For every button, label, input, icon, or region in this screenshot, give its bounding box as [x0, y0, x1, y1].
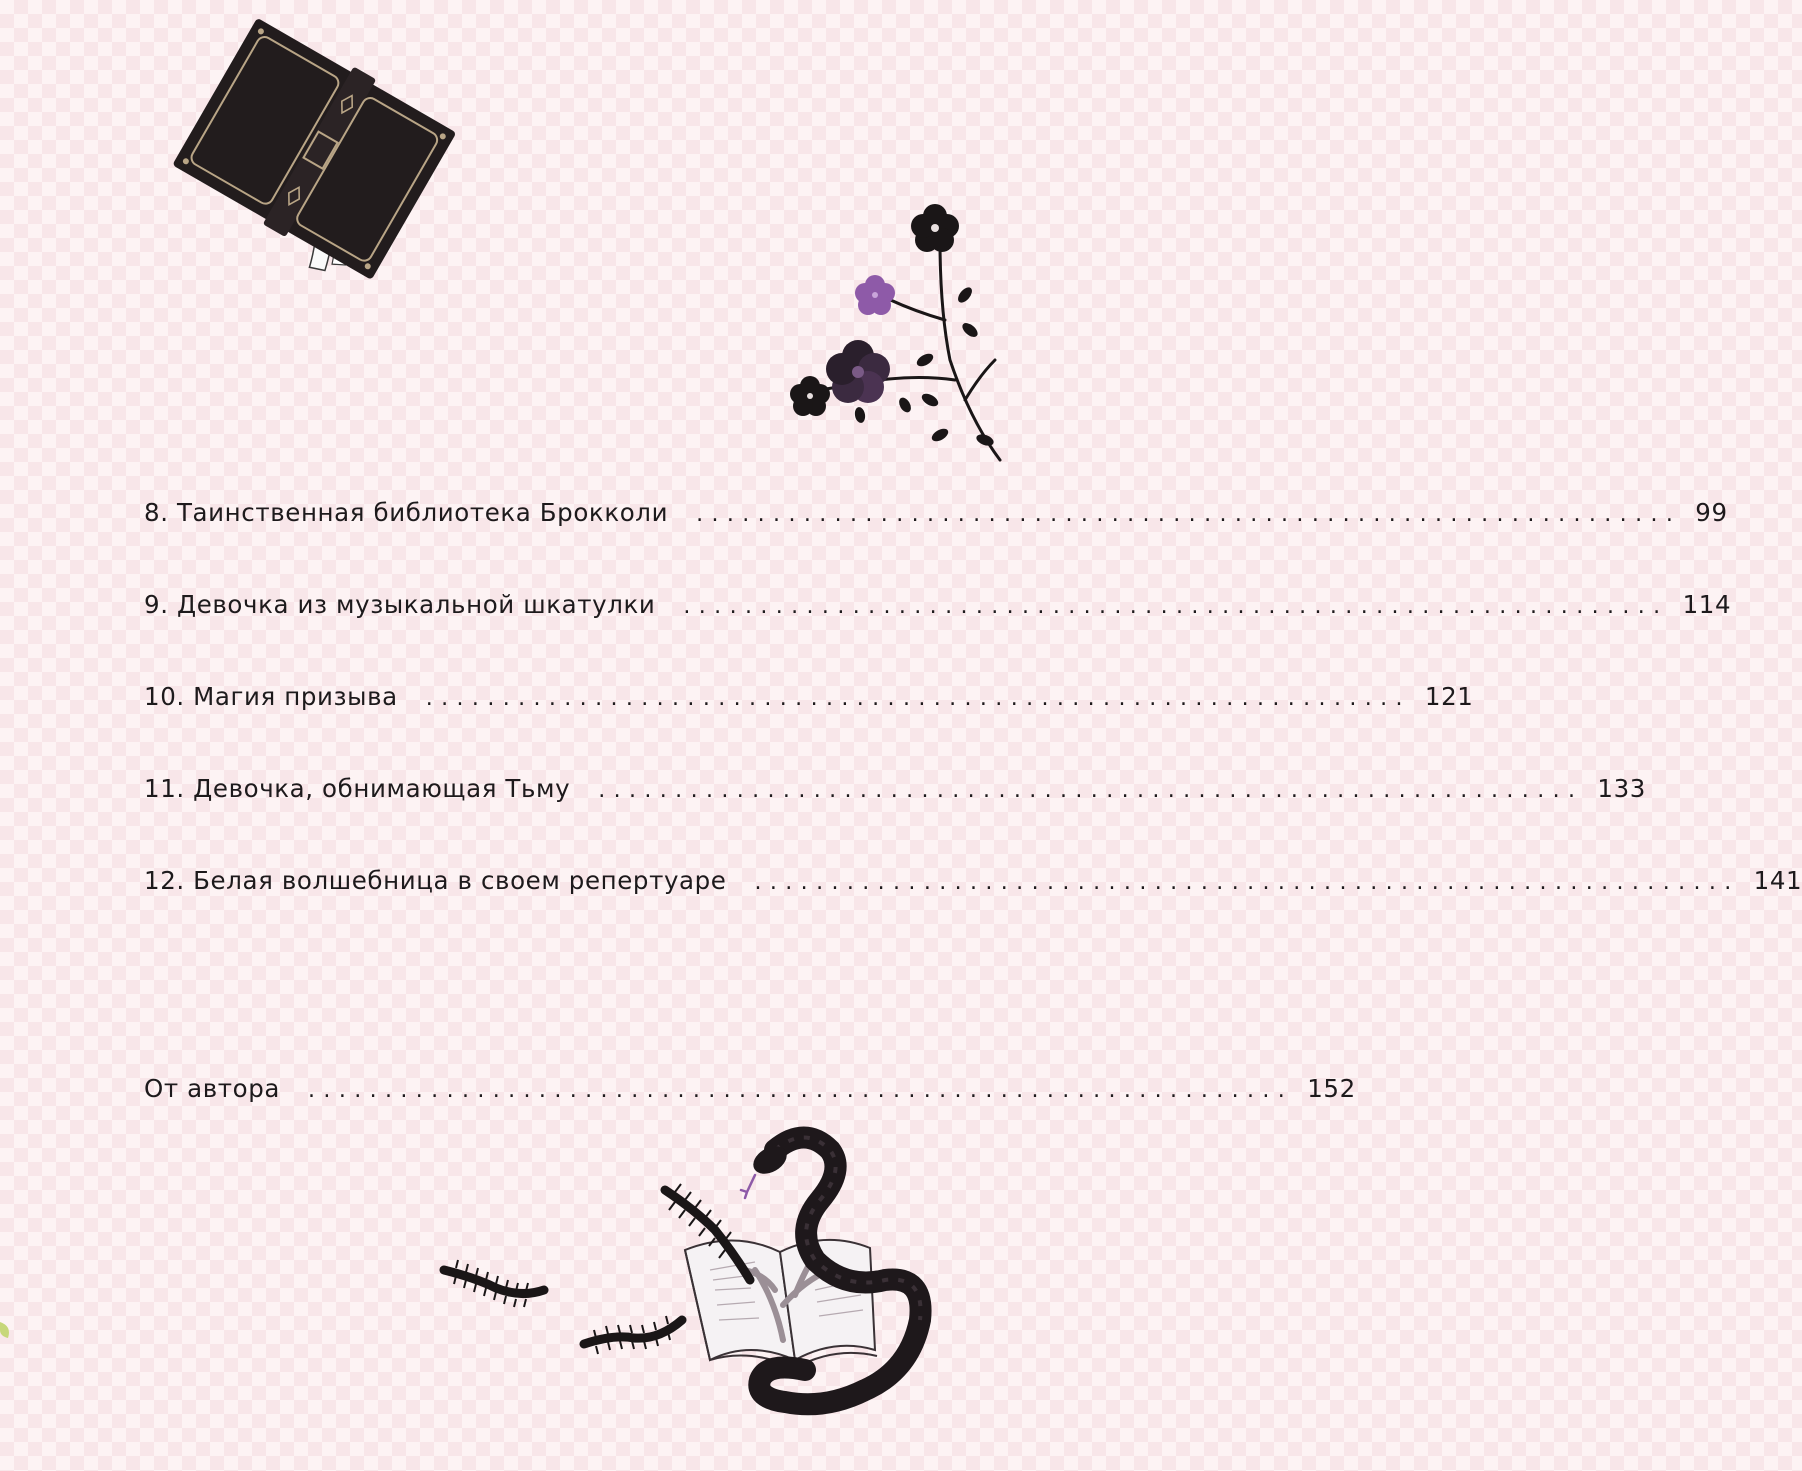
snake-icon	[655, 1130, 940, 1430]
toc-entry-8[interactable]	[144, 498, 1728, 550]
book-icon	[165, 40, 450, 270]
toc-entry-11[interactable]	[144, 774, 1646, 826]
toc-page-number: 141	[1753, 866, 1802, 895]
toc-entry-12[interactable]	[144, 866, 1802, 918]
toc-page-number: 114	[1682, 590, 1732, 619]
toc-entry-title: 12. Белая волшебница в своем репертуаре	[144, 866, 727, 895]
toc-entry-title: 8. Таинственная библиотека Брокколи	[144, 498, 669, 527]
toc-page-number: 99	[1695, 498, 1728, 527]
toc-leader-dots: ................................................................	[598, 778, 1584, 803]
table-of-contents	[144, 498, 1802, 1103]
toc-leader-dots: ................................................................	[683, 594, 1669, 619]
toc-entry-afterword[interactable]	[144, 1074, 1356, 1126]
toc-leader-dots: ................................................................	[308, 1078, 1294, 1103]
toc-entry-9[interactable]	[144, 590, 1732, 642]
flower-branch-icon	[780, 200, 1000, 470]
toc-entry-title: 10. Магия призыва	[144, 682, 398, 711]
toc-leader-dots: ................................................................	[696, 502, 1682, 527]
toc-leader-dots: ................................................................	[754, 870, 1740, 895]
toc-entry-10[interactable]	[144, 682, 1474, 734]
toc-page-number: 152	[1307, 1074, 1356, 1103]
centipede-icon	[436, 1258, 556, 1308]
toc-page-number: 121	[1424, 682, 1474, 711]
leaf-icon	[0, 1318, 14, 1342]
toc-entry-title: 9. Девочка из музыкальной шкатулки	[144, 590, 656, 619]
toc-entry-title: 11. Девочка, обнимающая Тьму	[144, 774, 571, 803]
toc-leader-dots: ................................................................	[425, 686, 1411, 711]
toc-entry-title: От автора	[144, 1074, 281, 1103]
toc-page-number: 133	[1597, 774, 1646, 803]
